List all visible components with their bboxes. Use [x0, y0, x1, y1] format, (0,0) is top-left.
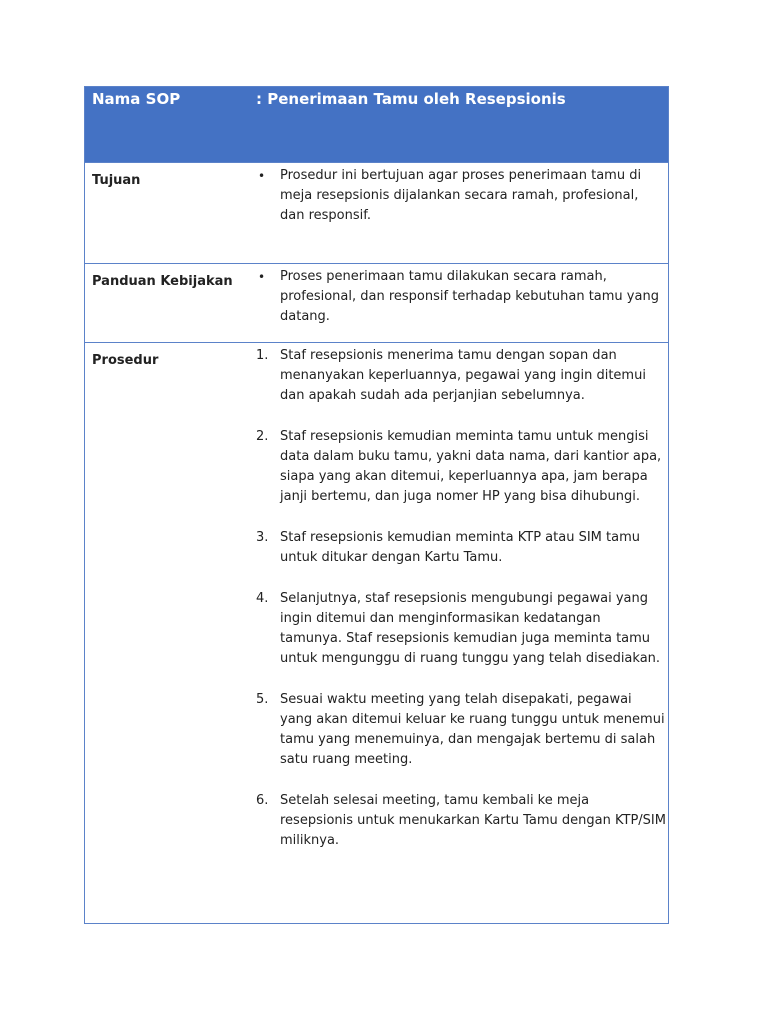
- step-number: 2.: [256, 429, 269, 444]
- procedure-step: [256, 427, 666, 507]
- step-text: Staf resepsionis kemudian meminta tamu untuk mengisi data dalam buku tamu, yakni data nama, dari kantior apa, siapa yang akan ditemui, keperluannya apa, jam berapa janji bertemu, dan juga nomer HP yang bisa dihubungi.: [280, 429, 662, 504]
- panduan-text: Proses penerimaan tamu dilakukan secara ramah, profesional, dan responsif terhadap kebutuhan tamu yang datang.: [280, 269, 659, 324]
- step-text: Setelah selesai meeting, tamu kembali ke meja resepsionis untuk menukarkan Kartu Tamu dengan KTP/SIM miliknya.: [280, 793, 666, 848]
- step-text: Sesuai waktu meeting yang telah disepakati, pegawai yang akan ditemui keluar ke ruang tunggu untuk menemui tamu yang menemuinya, dan mengajak bertemu di salah satu ruang meeting.: [280, 692, 665, 767]
- tujuan-row: [85, 162, 668, 263]
- prosedur-label: Prosedur: [92, 353, 159, 368]
- header-row: [85, 87, 668, 162]
- step-number: 5.: [256, 692, 269, 707]
- tujuan-label: Tujuan: [92, 173, 141, 188]
- panduan-row: [85, 263, 668, 342]
- step-text: Staf resepsionis kemudian meminta KTP atau SIM tamu untuk ditukar dengan Kartu Tamu.: [280, 530, 640, 565]
- step-number: 3.: [256, 530, 269, 545]
- procedure-step: [256, 690, 666, 770]
- panduan-label: Panduan Kebijakan: [92, 274, 233, 289]
- bullet-icon: •: [258, 169, 266, 183]
- procedure-step: [256, 589, 666, 669]
- procedure-step: [256, 791, 666, 851]
- bullet-icon: •: [258, 270, 266, 284]
- prosedur-content: [256, 346, 666, 851]
- step-number: 6.: [256, 793, 269, 808]
- header-label: Nama SOP: [92, 90, 181, 108]
- prosedur-row: [85, 342, 668, 923]
- sop-title: : Penerimaan Tamu oleh Resepsionis: [256, 90, 566, 108]
- procedure-step: [256, 346, 666, 406]
- step-number: 4.: [256, 591, 269, 606]
- step-text: Staf resepsionis menerima tamu dengan sopan dan menanyakan keperluannya, pegawai yang ingin ditemui dan apakah sudah ada perjanjian sebelumnya.: [280, 348, 646, 403]
- procedure-step: [256, 528, 666, 568]
- sop-table: [84, 86, 669, 924]
- panduan-content: [256, 267, 666, 327]
- list-item: [256, 166, 666, 226]
- list-item: [256, 267, 666, 327]
- step-number: 1.: [256, 348, 269, 363]
- step-text: Selanjutnya, staf resepsionis mengubungi pegawai yang ingin ditemui dan menginformasikan kedatangan tamunya. Staf resepsionis kemudian juga meminta tamu untuk mengunggu di ruang tunggu yang telah disediakan.: [280, 591, 661, 666]
- tujuan-text: Prosedur ini bertujuan agar proses penerimaan tamu di meja resepsionis dijalankan secara ramah, profesional, dan responsif.: [280, 168, 642, 223]
- tujuan-content: [256, 166, 666, 226]
